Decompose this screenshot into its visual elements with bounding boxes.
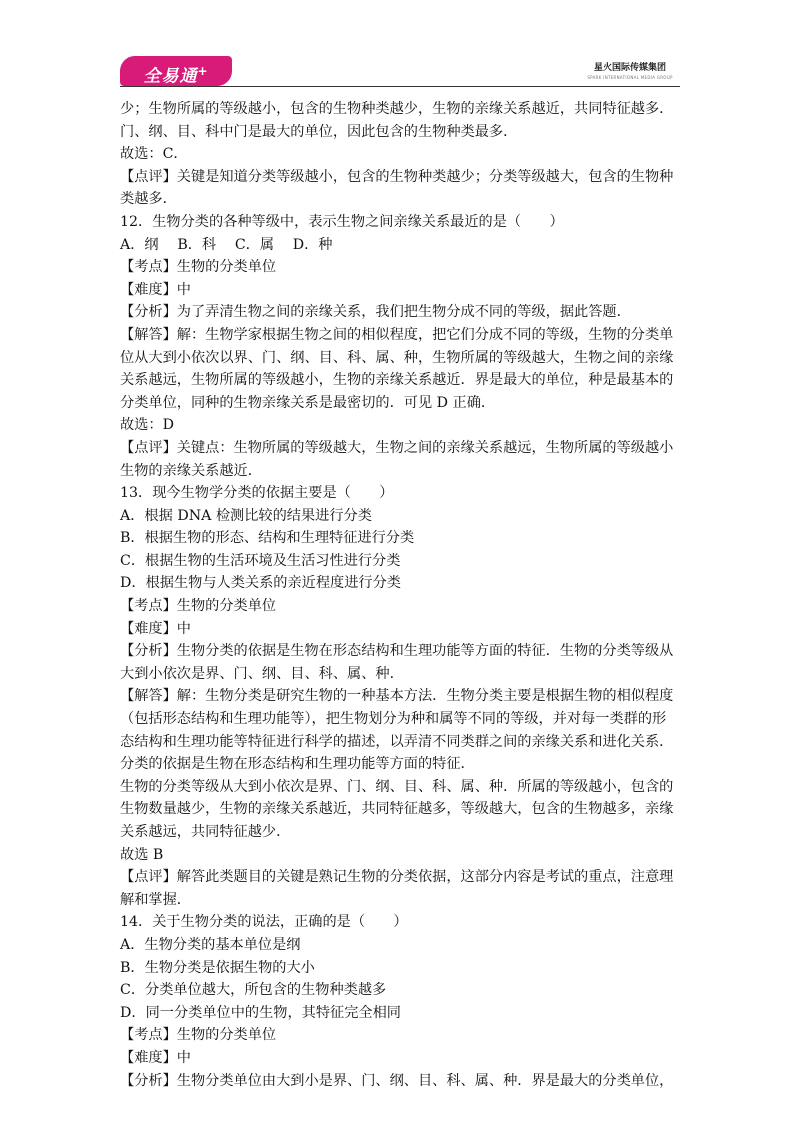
- text-line: 【难度】中: [120, 620, 191, 637]
- logo-text: 全易通: [143, 66, 198, 87]
- text-line: 解和掌握．: [120, 891, 191, 908]
- text-line: 【考点】生物的分类单位: [120, 598, 277, 615]
- text-line: 分类单位，同种的生物亲缘关系是最密切的．可见 D 正确．: [120, 394, 496, 411]
- text-line: 大到小依次是界、门、纲、目、科、属、种．: [120, 665, 404, 682]
- text-line: B．生物分类是依据生物的大小: [120, 959, 315, 976]
- publisher-brand: [580, 60, 680, 80]
- text-line: 【难度】中: [120, 1049, 191, 1066]
- text-line: 少；生物所属的等级越小，包含的生物种类越少，生物的亲缘关系越近，共同特征越多．: [120, 101, 674, 117]
- text-line: 故选 B: [120, 846, 164, 863]
- text-line: 【难度】中: [120, 281, 191, 298]
- text-line: B．根据生物的形态、结构和生理特征进行分类: [120, 530, 415, 547]
- text-line: 门、纲、目、科中门是最大的单位，因此包含的生物种类最多．: [120, 123, 518, 140]
- text-line: 【考点】生物的分类单位: [120, 259, 277, 276]
- text-line: D．同一分类单位中的生物，其特征完全相同: [120, 1004, 401, 1021]
- text-line: 【点评】解答此类题目的关键是熟记生物的分类依据，这部分内容是考试的重点，注意理: [120, 869, 674, 886]
- text-line: 故选：D: [120, 417, 174, 434]
- text-line: 【分析】为了弄清生物之间的亲缘关系，我们把生物分成不同的等级，据此答题．: [120, 304, 631, 321]
- text-line: 生物的分类等级从大到小依次是界、门、纲、目、科、属、种．所属的等级越小，包含的: [120, 778, 674, 795]
- text-line: 【分析】生物分类的依据是生物在形态结构和生理功能等方面的特征．生物的分类等级从: [120, 643, 674, 660]
- text-line: 关系越远，生物所属的等级越小，生物的亲缘关系越近．界是最大的单位，种是最基本的: [120, 372, 674, 389]
- text-line: 关系越远，共同特征越少．: [120, 824, 291, 840]
- publisher-name: 星火国际传媒集团: [593, 63, 666, 73]
- text-line: 生物的亲缘关系越近．: [120, 462, 262, 479]
- text-line: A．根据 DNA 检测比较的结果进行分类: [120, 507, 372, 524]
- text-line: 【考点】生物的分类单位: [120, 1027, 277, 1044]
- text-line: 分类的依据是生物在形态结构和生理功能等方面的特征．: [120, 756, 475, 773]
- text-line: 【解答】解：生物分类是研究生物的一种基本方法．生物分类主要是根据生物的相似程度: [120, 688, 674, 705]
- text-line: 位从大到小依次以界、门、纲、目、科、属、种，生物所属的等级越大，生物之间的亲缘: [120, 349, 674, 366]
- text-line: 生物数量越少，生物的亲缘关系越近，共同特征越多，等级越大，包含的生物越多，亲缘: [120, 801, 674, 818]
- text-line: D．根据生物与人类关系的亲近程度进行分类: [120, 575, 401, 592]
- text-line: C．根据生物的生活环境及生活习性进行分类: [120, 552, 401, 569]
- text-line: 态结构和生理功能等特征进行科学的描述，以弄清不同类群之间的亲缘关系和进化关系．: [120, 733, 674, 750]
- text-line: 【解答】解：生物学家根据生物之间的相似程度，把它们分成不同的等级，生物的分类单: [120, 326, 674, 343]
- text-line: 【分析】生物分类单位由大到小是界、门、纲、目、科、属、种．界是最大的分类单位，: [120, 1072, 674, 1089]
- publisher-subtitle: SPARK INTERNATIONAL MEDIA GROUP: [587, 75, 673, 80]
- text-line: 【点评】关键是知道分类等级越小，包含的生物种类越少；分类等级越大，包含的生物种: [120, 168, 674, 185]
- text-line: 13．现今生物学分类的依据主要是（ ）: [120, 485, 394, 502]
- header-divider: [120, 86, 680, 87]
- document-body: [120, 98, 680, 1092]
- text-line: 故选：C．: [120, 146, 188, 163]
- page-header: [120, 56, 680, 86]
- text-line: 12．生物分类的各种等级中，表示生物之间亲缘关系最近的是（ ）: [120, 213, 564, 230]
- text-line: A．生物分类的基本单位是纲: [120, 936, 301, 953]
- text-line: A．纲 B．科 C．属 D．种: [120, 236, 333, 253]
- text-line: 【点评】关键点：生物所属的等级越大，生物之间的亲缘关系越远，生物所属的等级越小: [120, 439, 674, 456]
- text-line: 14．关于生物分类的说法，正确的是（ ）: [120, 914, 408, 931]
- text-line: 类越多．: [120, 191, 177, 208]
- brand-logo: [120, 56, 232, 86]
- text-line: （包括形态结构和生理功能等），把生物划分为种和属等不同的等级，并对每一类群的形: [120, 711, 667, 728]
- text-line: C．分类单位越大，所包含的生物种类越多: [120, 982, 387, 999]
- logo-plus: +: [197, 64, 209, 78]
